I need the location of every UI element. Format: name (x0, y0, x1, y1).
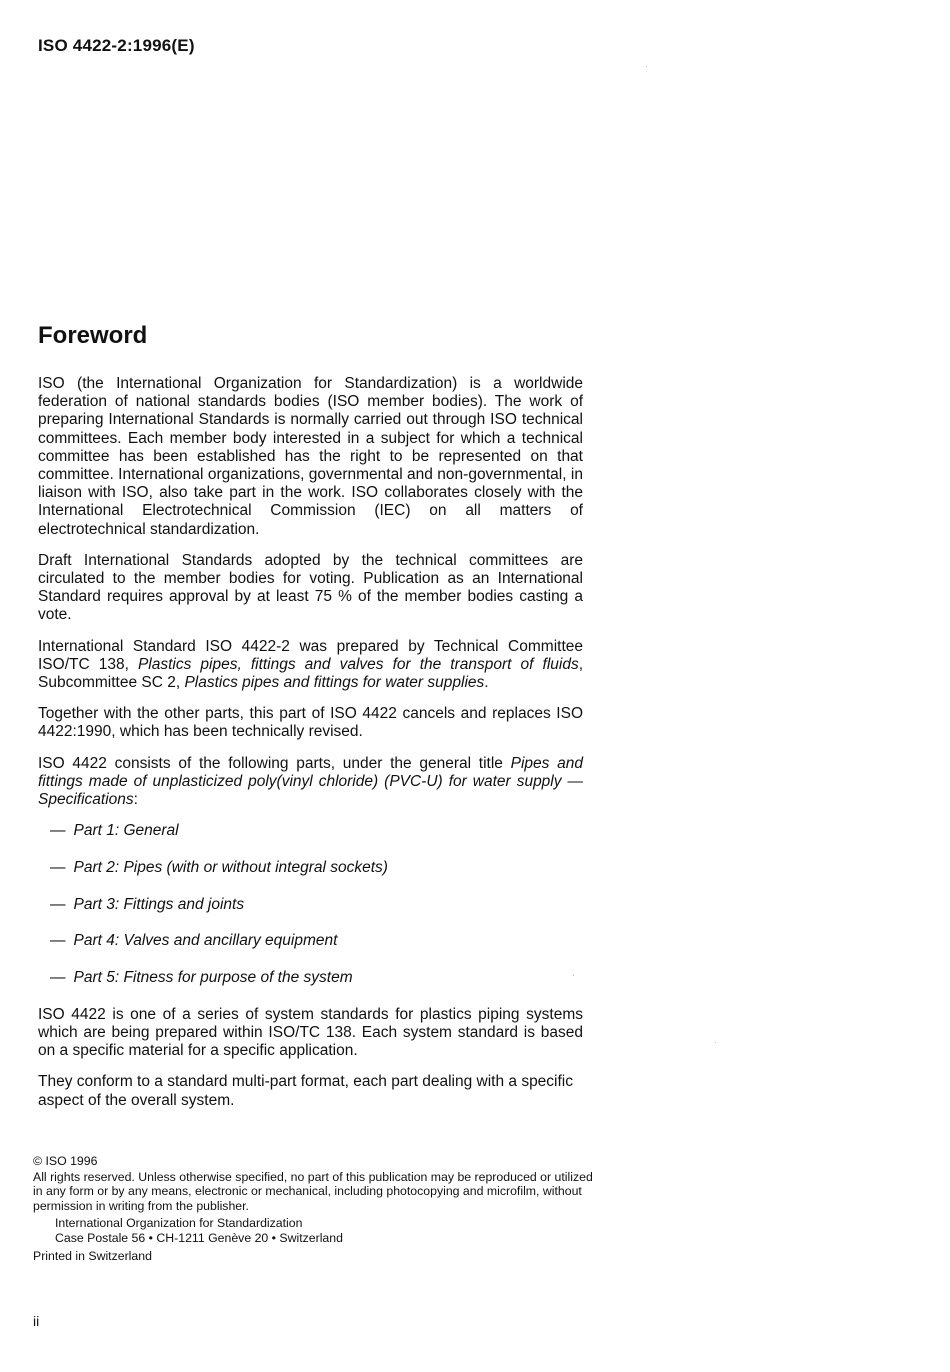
rights-notice: All rights reserved. Unless otherwise specified, no part of this publication may be reproduced or utilized in any form or by any means, electronic or mechanical, including photocopying and microfilm, without permission in writing from the publisher. (33, 1169, 593, 1213)
dash: — (50, 932, 66, 950)
list-item (50, 969, 583, 987)
dash: — (50, 969, 66, 987)
paragraph-replaces: Together with the other parts, this part of ISO 4422 cancels and replaces ISO 4422:1990, which has been technically revised. (38, 705, 583, 741)
dash: — (50, 895, 66, 913)
part-label: Part 5: Fitness for purpose of the system (73, 969, 353, 987)
list-item (50, 822, 583, 840)
committee-title: Plastics pipes, fittings and valves for the transport of fluids (137, 655, 579, 673)
paragraph-parts-intro (38, 755, 583, 810)
scan-speck (646, 66, 647, 67)
subcommittee-title: Plastics pipes and fittings for water supplies (184, 674, 485, 692)
publisher-address: Case Postale 56 • CH-1211 Genève 20 • Switzerland (55, 1230, 343, 1245)
general-title: Pipes and fittings made of unplasticized poly(vinyl chloride) (PVC-U) for water supply — Specifications (38, 754, 583, 809)
paragraph-iso-intro: ISO (the International Organization for Standardization) is a worldwide federation of national standards bodies (ISO member bodies). The work of preparing International Standards is normally carried out through ISO technical committees. Each member body interested in a subject for which a technical committee has been established has the right to be represented on that committee. International organizations, governmental and non-governmental, in liaison with ISO, also take part in the work. ISO collaborates closely with the International Electrotechnical Commission (IEC) on all matters of electrotechnical standardization. (38, 375, 583, 538)
publisher-name: International Organization for Standardization (55, 1216, 303, 1231)
paragraph-draft-standards: Draft International Standards adopted by the technical committees are circulated to the member bodies for voting. Publication as an International Standard requires approval by at least 75 % of the member bodies casting a vote. (38, 551, 583, 624)
page-number: ii (33, 1313, 40, 1329)
part-label: Part 3: Fittings and joints (73, 895, 245, 913)
list-item (50, 896, 583, 914)
text-run: ISO 4422 consists of the following parts, under the general title (38, 754, 511, 772)
parts-list (38, 822, 583, 987)
scan-speck (715, 1042, 716, 1043)
paragraph-system-standards: ISO 4422 is one of a series of system standards for plastics piping systems which are being prepared within ISO/TC 138. Each system standard is based on a specific material for a specific application. (38, 1005, 583, 1060)
copyright-block (33, 1154, 593, 1263)
part-label: Part 2: Pipes (with or without integral sockets) (73, 858, 388, 876)
document-identifier: ISO 4422-2:1996(E) (38, 36, 195, 55)
paragraph-format: They conform to a standard multi-part format, each part dealing with a specific aspect of the overall system. (38, 1073, 573, 1109)
text-run: . (484, 674, 489, 692)
scan-speck (573, 975, 574, 976)
list-item (50, 859, 583, 877)
part-label: Part 4: Valves and ancillary equipment (73, 932, 338, 950)
printed-in: Printed in Switzerland (33, 1248, 152, 1263)
text-run: International Standard ISO 4422-2 was prepared by Technical Committee ISO/TC 138, (38, 637, 583, 673)
copyright-line: © ISO 1996 (33, 1154, 98, 1168)
dash: — (50, 858, 66, 876)
text-run: : (133, 791, 138, 809)
dash: — (50, 822, 66, 840)
list-item (50, 932, 583, 950)
part-label: Part 1: General (73, 822, 179, 840)
page-title: Foreword (38, 322, 148, 349)
foreword-body (38, 375, 583, 1123)
paragraph-committee (38, 638, 583, 693)
text-run: , Subcommittee SC 2, (38, 655, 584, 692)
